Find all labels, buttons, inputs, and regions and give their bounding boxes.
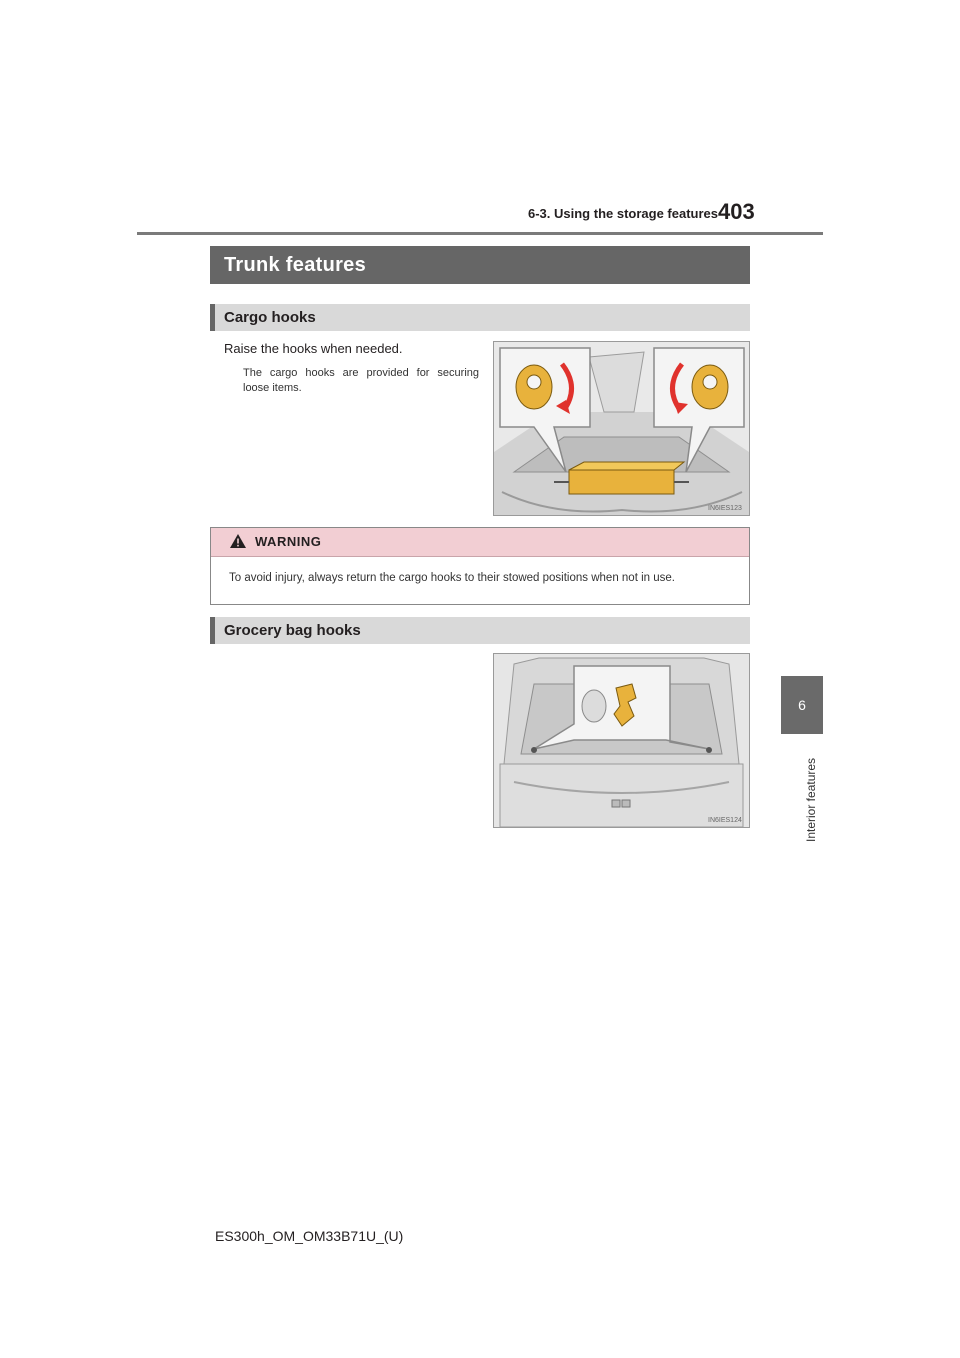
chapter-label bbox=[788, 742, 818, 842]
cargo-hooks-figure bbox=[493, 341, 750, 516]
warning-triangle-icon bbox=[229, 533, 247, 549]
section-title: 6-3. Using the storage features bbox=[528, 206, 718, 221]
warning-label: WARNING bbox=[255, 534, 322, 549]
cargo-hooks-note: The cargo hooks are provided for securing loose items. bbox=[243, 367, 479, 394]
figure-code: IN6IES123 bbox=[708, 505, 742, 512]
cargo-hooks-heading: Cargo hooks bbox=[210, 304, 750, 331]
grocery-hooks-heading: Grocery bag hooks bbox=[210, 617, 750, 644]
page-title: Trunk features bbox=[210, 246, 750, 284]
header-divider bbox=[137, 232, 823, 235]
warning-box bbox=[210, 527, 750, 605]
page-number: 403 bbox=[718, 199, 755, 224]
warning-text: To avoid injury, always return the cargo hooks to their stowed positions when not in use. bbox=[229, 572, 675, 584]
chapter-label-text: Interior features bbox=[804, 757, 818, 842]
warning-header bbox=[211, 528, 749, 557]
figure-code: IN6IES124 bbox=[708, 817, 742, 824]
model-code: ES300h_OM_OM33B71U_(U) bbox=[215, 1228, 404, 1244]
chapter-tab: 6 bbox=[781, 676, 823, 734]
cargo-hooks-instruction: Raise the hooks when needed. bbox=[224, 341, 403, 356]
grocery-hooks-figure bbox=[493, 653, 750, 828]
